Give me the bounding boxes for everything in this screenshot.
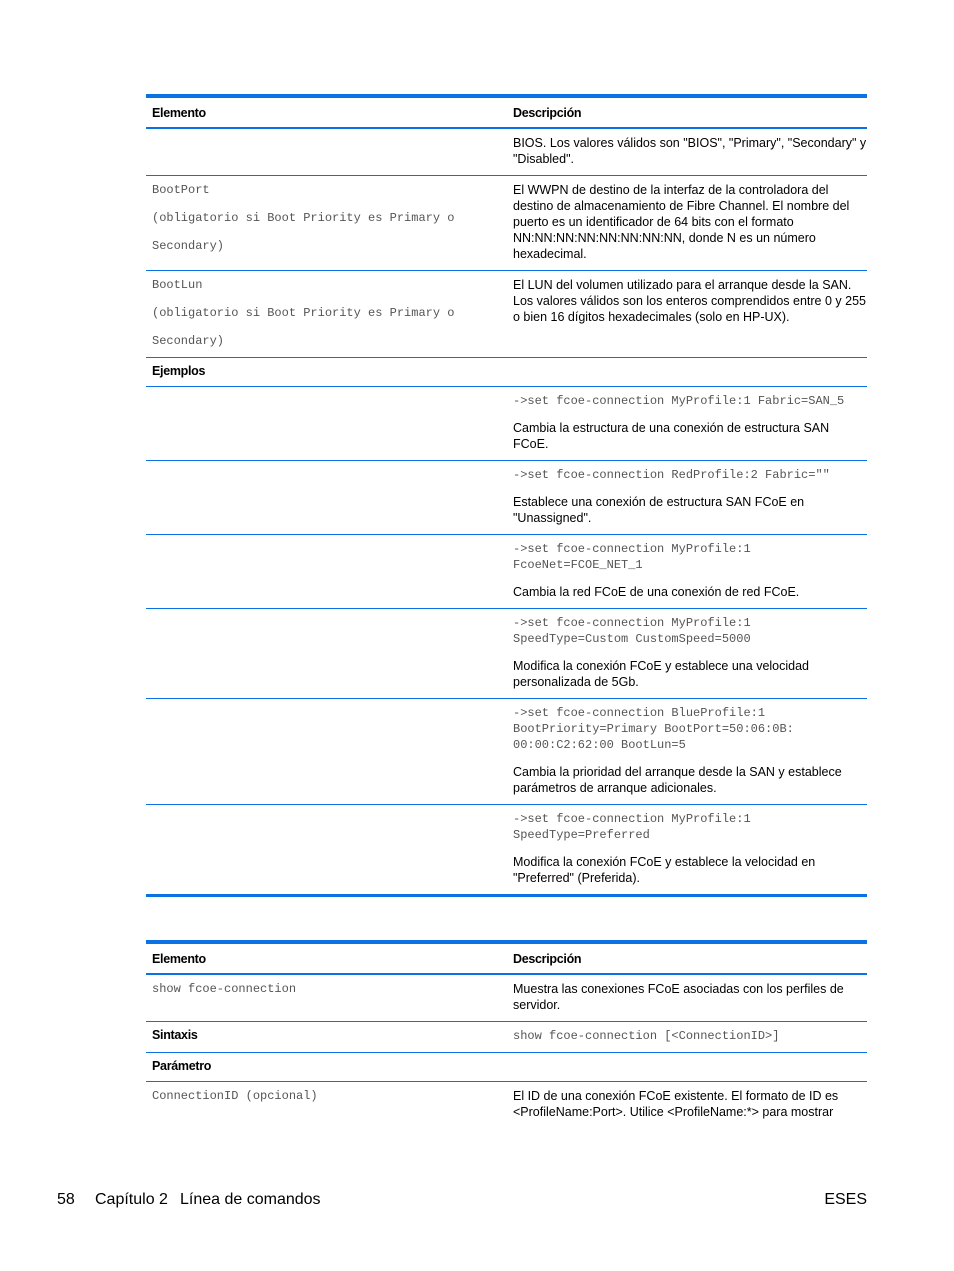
table-row-bootlun xyxy=(146,271,867,358)
table-row-example-4 xyxy=(146,609,867,699)
table-row-parameter xyxy=(146,1082,867,1128)
example-code: ->set fcoe-connection MyProfile:1 FcoeNet=FCOE_NET_1 xyxy=(513,542,751,572)
bootport-description: El WWPN de destino de la interfaz de la controladora del destino de almacenamiento de Fibre Channel. El nombre del puerto es un identificador de 64 bits con el formato NN:NN:NN:NN:NN:NN:NN:NN, donde N es un número hexadecimal. xyxy=(513,183,850,261)
table-show-fcoe-connection xyxy=(146,940,867,1128)
footer-chapter: Capítulo 2 xyxy=(95,1191,168,1208)
example-code: ->set fcoe-connection RedProfile:2 Fabric="" xyxy=(513,468,830,482)
header-element: Elemento xyxy=(152,105,206,120)
bootlun-cell xyxy=(146,271,513,357)
syntax-value: show fcoe-connection [<ConnectionID>] xyxy=(513,1029,780,1043)
command-name: show fcoe-connection xyxy=(152,982,297,996)
command-description: Muestra las conexiones FCoE asociadas con los perfiles de servidor. xyxy=(513,982,844,1012)
example-description: Modifica la conexión FCoE y establece una velocidad personalizada de 5Gb. xyxy=(513,659,810,689)
examples-label: Ejemplos xyxy=(152,364,206,378)
bios-description: BIOS. Los valores válidos son "BIOS", "Primary", "Secondary" y "Disabled". xyxy=(513,136,867,166)
table-header xyxy=(146,944,867,975)
parameter-name: ConnectionID (opcional) xyxy=(152,1089,318,1103)
table-row-bootport xyxy=(146,176,867,271)
table-row-example-6 xyxy=(146,805,867,894)
footer-page-number: 58 xyxy=(57,1191,75,1208)
bootlun-description: El LUN del volumen utilizado para el arranque desde la SAN. Los valores válidos son los enteros comprendidos entre 0 y 255 o bien 16 dígitos hexadecimales (solo en HP-UX). xyxy=(513,278,866,324)
example-description: Establece una conexión de estructura SAN FCoE en "Unassigned". xyxy=(513,495,805,525)
bootport-note-2: Secondary) xyxy=(152,239,225,253)
example-description: Cambia la estructura de una conexión de estructura SAN FCoE. xyxy=(513,421,830,451)
bootlun-note-1: (obligatorio si Boot Priority es Primary o xyxy=(152,306,455,320)
bootport-note-1: (obligatorio si Boot Priority es Primary o xyxy=(152,211,455,225)
table-row-bios xyxy=(146,129,867,176)
table-header xyxy=(146,98,867,129)
example-code: ->set fcoe-connection MyProfile:1 Fabric=SAN_5 xyxy=(513,394,845,408)
footer-chapter-title: Línea de comandos xyxy=(180,1191,321,1208)
table-row-example-5 xyxy=(146,699,867,805)
example-description: Modifica la conexión FCoE y establece la velocidad en "Preferred" (Preferida). xyxy=(513,855,816,885)
bootlun-note-2: Secondary) xyxy=(152,334,225,348)
bootport-name: BootPort xyxy=(152,183,210,197)
example-code: ->set fcoe-connection MyProfile:1 SpeedType=Preferred xyxy=(513,812,751,842)
header-description: Descripción xyxy=(513,105,582,120)
example-code: ->set fcoe-connection MyProfile:1 SpeedType=Custom CustomSpeed=5000 xyxy=(513,616,751,646)
table-row-examples-label xyxy=(146,358,867,387)
table-row-command xyxy=(146,975,867,1022)
example-description: Cambia la prioridad del arranque desde la SAN y establece parámetros de arranque adicionales. xyxy=(513,765,842,795)
table-row-example-2 xyxy=(146,461,867,535)
table-row-example-1 xyxy=(146,387,867,461)
table-row-syntax xyxy=(146,1022,867,1053)
example-code: ->set fcoe-connection BlueProfile:1 BootPriority=Primary BootPort=50:06:0B: 00:00:C2:62:00 BootLun=5 xyxy=(513,706,794,752)
table-row-example-3 xyxy=(146,535,867,609)
bootlun-name: BootLun xyxy=(152,278,203,292)
table-bottom-rule xyxy=(146,894,867,897)
parameter-description: El ID de una conexión FCoE existente. El formato de ID es <ProfileName:Port>. Utilice <ProfileName:*> para mostrar xyxy=(513,1089,839,1119)
header-description: Descripción xyxy=(513,951,582,966)
example-description: Cambia la red FCoE de una conexión de red FCoE. xyxy=(513,585,800,599)
footer-locale: ESES xyxy=(824,1191,867,1208)
table-set-fcoe-connection xyxy=(146,94,867,897)
bootport-cell xyxy=(146,176,513,270)
syntax-label: Sintaxis xyxy=(152,1028,198,1042)
parameter-label: Parámetro xyxy=(152,1059,212,1073)
header-element: Elemento xyxy=(152,951,206,966)
table-row-parameter-label xyxy=(146,1053,867,1082)
